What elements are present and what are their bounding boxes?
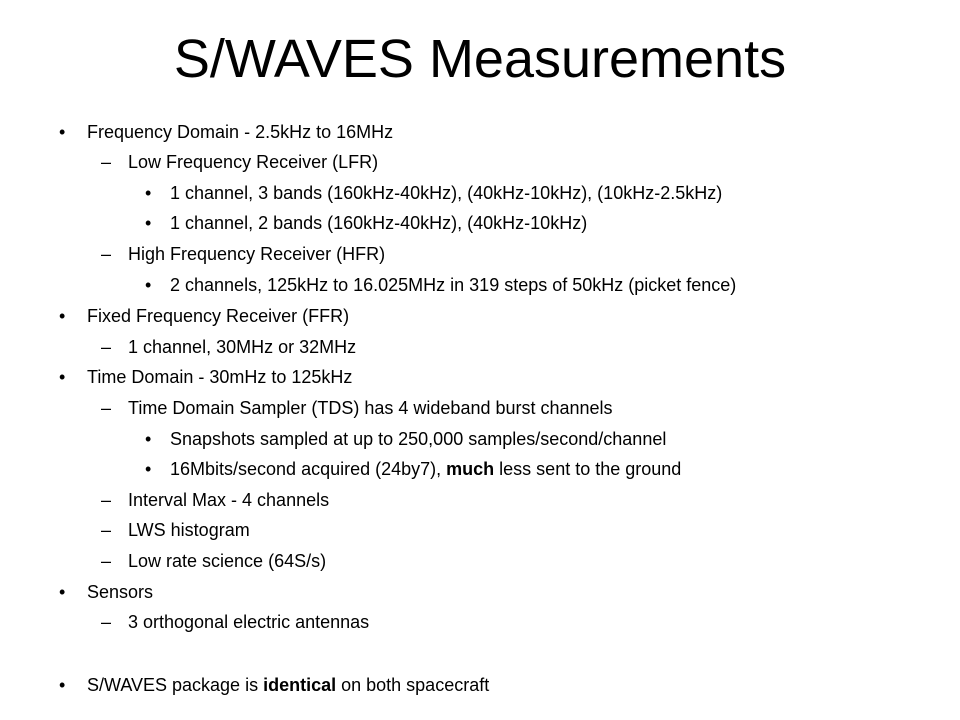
- bullet-text: [87, 674, 489, 696]
- bullet-marker: •: [145, 275, 152, 295]
- bullet-marker: •: [145, 213, 152, 233]
- bullet-text: Time Domain - 30mHz to 125kHz: [87, 367, 353, 387]
- sub-item-text: Time Domain Sampler (TDS) has 4 wideband burst channels: [128, 398, 613, 418]
- dash-marker: –: [101, 337, 112, 357]
- emphasis-much: much: [446, 459, 495, 479]
- bullet-marker: •: [145, 459, 152, 479]
- sub-item-text: Low Frequency Receiver (LFR): [128, 152, 379, 172]
- sub-item-text: 3 orthogonal electric antennas: [128, 612, 370, 632]
- dash-marker: –: [101, 612, 112, 632]
- bullet-marker: •: [145, 183, 152, 203]
- bullet-marker: •: [59, 367, 66, 387]
- sub-item-text: Interval Max - 4 channels: [128, 490, 330, 510]
- bullet-marker: •: [145, 429, 152, 449]
- bullet-marker: •: [59, 122, 66, 142]
- detail-text: 2 channels, 125kHz to 16.025MHz in 319 steps of 50kHz (picket fence): [170, 275, 737, 295]
- detail-text-end: less sent to the ground: [494, 459, 682, 479]
- detail-text-start: 16Mbits/second acquired (24by7),: [170, 459, 447, 479]
- slide-title: S/WAVES Measurements: [173, 29, 787, 89]
- sub-item-text: Low rate science (64S/s): [128, 551, 327, 571]
- dash-marker: –: [101, 520, 112, 540]
- emphasis-identical: identical: [263, 675, 337, 695]
- sub-item-text: LWS histogram: [128, 520, 250, 540]
- bullet-text: Fixed Frequency Receiver (FFR): [87, 306, 350, 326]
- detail-text: [170, 458, 681, 480]
- bullet-text-start: S/WAVES package is: [87, 675, 264, 695]
- detail-text: 1 channel, 2 bands (160kHz-40kHz), (40kHz-10kHz): [170, 213, 588, 233]
- bullet-marker: •: [59, 582, 66, 602]
- bullet-text-end: on both spacecraft: [336, 675, 490, 695]
- sub-item-text: 1 channel, 30MHz or 32MHz: [128, 337, 357, 357]
- bullet-text: Frequency Domain - 2.5kHz to 16MHz: [87, 122, 394, 142]
- bullet-marker: •: [59, 306, 66, 326]
- dash-marker: –: [101, 490, 112, 510]
- dash-marker: –: [101, 551, 112, 571]
- dash-marker: –: [101, 398, 112, 418]
- bullet-text: Sensors: [87, 582, 154, 602]
- dash-marker: –: [101, 244, 112, 264]
- detail-text: 1 channel, 3 bands (160kHz-40kHz), (40kHz-10kHz), (10kHz-2.5kHz): [170, 183, 723, 203]
- dash-marker: –: [101, 152, 112, 172]
- sub-item-text: High Frequency Receiver (HFR): [128, 244, 386, 264]
- bullet-marker: •: [59, 675, 66, 695]
- detail-text: Snapshots sampled at up to 250,000 samples/second/channel: [170, 429, 667, 449]
